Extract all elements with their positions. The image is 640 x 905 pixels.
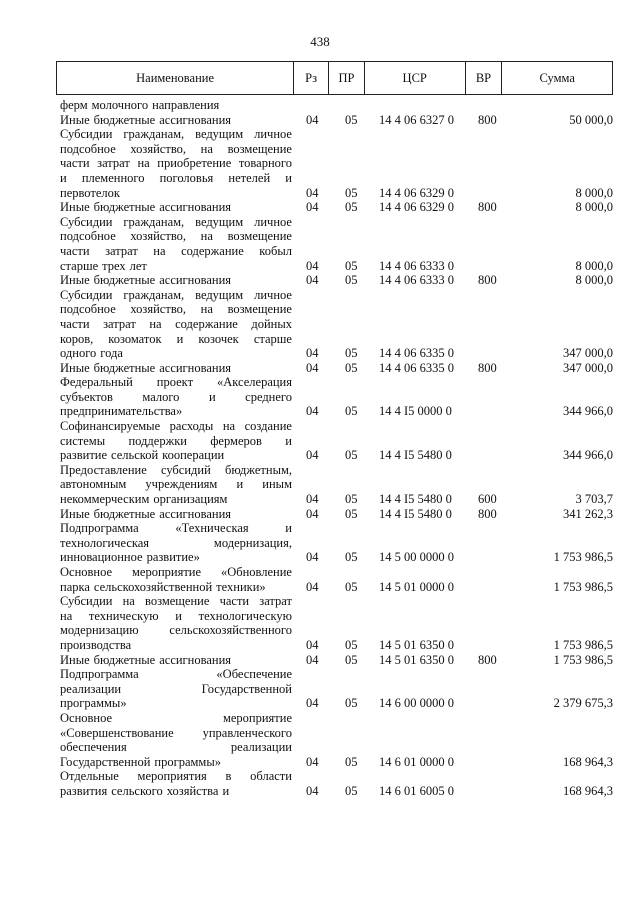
- cell-rz: 04: [306, 492, 319, 507]
- cell-rz: 04: [306, 754, 319, 769]
- cell-csr: 14 4 06 6327 0: [379, 112, 454, 127]
- cell-pr: 05: [345, 346, 358, 361]
- table-row: [60, 113, 613, 128]
- cell-csr: 14 4 06 6335 0: [379, 346, 454, 361]
- cell-csr: 14 5 01 6350 0: [379, 637, 454, 652]
- row-name-line: старше трех лет: [60, 258, 147, 273]
- table-row: [60, 565, 613, 594]
- cell-vr: 800: [478, 652, 497, 667]
- table-row: [60, 769, 613, 798]
- row-name-line: коров, козоматок и козочек старше: [60, 331, 292, 346]
- row-name-line: Софинансируемые расходы на создание: [60, 419, 292, 434]
- row-name-line: подсобное хозяйство, на возмещение: [60, 141, 292, 156]
- row-name-line: предпринимательства»: [60, 404, 183, 419]
- table-row: [60, 507, 613, 522]
- table-row: [60, 653, 613, 668]
- row-name-line: развития сельского хозяйства и: [60, 783, 230, 798]
- row-name-line: Иные бюджетные ассигнования: [60, 506, 232, 521]
- row-name-line: одного года: [60, 346, 123, 361]
- cell-rz: 04: [306, 360, 319, 375]
- table-row: [60, 463, 613, 507]
- row-name-line: системы поддержки фермеров и: [60, 433, 292, 448]
- table-row: [60, 215, 613, 273]
- cell-rz: 04: [306, 185, 319, 200]
- row-name-line: программы»: [60, 696, 127, 711]
- header-name: Наименование: [57, 62, 294, 94]
- row-name-line: первотелок: [60, 185, 120, 200]
- cell-sum: 168 964,3: [563, 754, 613, 769]
- cell-rz: 04: [306, 346, 319, 361]
- cell-vr: 600: [478, 492, 497, 507]
- cell-sum: 347 000,0: [563, 360, 613, 375]
- cell-csr: 14 6 01 0000 0: [379, 754, 454, 769]
- cell-pr: 05: [345, 637, 358, 652]
- row-name-line: части затрат на содержание кобыл: [60, 243, 292, 258]
- header-rz: Рз: [294, 62, 329, 94]
- cell-csr: 14 6 01 6005 0: [379, 783, 454, 798]
- cell-csr: 14 4 I5 5480 0: [379, 506, 452, 521]
- row-name-line: ферм молочного направления: [60, 98, 220, 112]
- cell-sum: 50 000,0: [569, 112, 613, 127]
- cell-csr: 14 4 06 6329 0: [379, 200, 454, 215]
- cell-pr: 05: [345, 360, 358, 375]
- cell-pr: 05: [345, 506, 358, 521]
- cell-sum: 1 753 986,5: [553, 637, 613, 652]
- cell-vr: 800: [478, 200, 497, 215]
- cell-csr: 14 4 06 6329 0: [379, 185, 454, 200]
- row-name-line: Иные бюджетные ассигнования: [60, 360, 232, 375]
- cell-csr: 14 4 06 6333 0: [379, 258, 454, 273]
- row-name-line: Субсидии гражданам, ведущим личное: [60, 287, 292, 302]
- cell-pr: 05: [345, 579, 358, 594]
- cell-sum: 344 966,0: [563, 448, 613, 463]
- row-name-line: развитие сельской кооперации: [60, 448, 225, 463]
- row-name-line: подсобное хозяйство, на возмещение: [60, 302, 292, 317]
- cell-rz: 04: [306, 637, 319, 652]
- row-name-line: Федеральный проект «Акселерация: [60, 375, 292, 390]
- cell-pr: 05: [345, 696, 358, 711]
- row-name-line: некоммерческим организациям: [60, 492, 228, 507]
- cell-sum: 8 000,0: [575, 273, 613, 288]
- cell-vr: 800: [478, 360, 497, 375]
- row-name-line: обеспечения реализации: [60, 740, 292, 755]
- table-row: [60, 288, 613, 361]
- row-name-line: Иные бюджетные ассигнования: [60, 200, 232, 215]
- cell-sum: 168 964,3: [563, 783, 613, 798]
- cell-pr: 05: [345, 652, 358, 667]
- table-row: [60, 375, 613, 419]
- header-pr: ПР: [329, 62, 365, 94]
- row-name-line: Подпрограмма «Техническая и: [60, 521, 292, 536]
- cell-rz: 04: [306, 550, 319, 565]
- table-row: [60, 273, 613, 288]
- cell-rz: 04: [306, 404, 319, 419]
- cell-sum: 3 703,7: [575, 492, 613, 507]
- table-body: [60, 98, 613, 799]
- cell-sum: 8 000,0: [575, 185, 613, 200]
- cell-sum: 8 000,0: [575, 258, 613, 273]
- cell-sum: 344 966,0: [563, 404, 613, 419]
- row-name-line: Отдельные мероприятия в области: [60, 769, 292, 784]
- cell-pr: 05: [345, 754, 358, 769]
- cell-pr: 05: [345, 258, 358, 273]
- cell-pr: 05: [345, 200, 358, 215]
- cell-csr: 14 4 I5 5480 0: [379, 448, 452, 463]
- cell-rz: 04: [306, 112, 319, 127]
- cell-csr: 14 4 06 6335 0: [379, 360, 454, 375]
- row-name-line: инновационное развитие»: [60, 550, 200, 565]
- header-vr: ВР: [466, 62, 503, 94]
- cell-csr: 14 4 I5 5480 0: [379, 492, 452, 507]
- cell-rz: 04: [306, 783, 319, 798]
- table-row: [60, 711, 613, 769]
- cell-pr: 05: [345, 783, 358, 798]
- cell-csr: 14 5 01 6350 0: [379, 652, 454, 667]
- cell-csr: 14 4 06 6333 0: [379, 273, 454, 288]
- cell-sum: 1 753 986,5: [553, 579, 613, 594]
- row-name-line: Субсидии гражданам, ведущим личное: [60, 127, 292, 142]
- cell-csr: 14 5 00 0000 0: [379, 550, 454, 565]
- cell-pr: 05: [345, 448, 358, 463]
- cell-rz: 04: [306, 200, 319, 215]
- table-row: [60, 521, 613, 565]
- cell-csr: 14 6 00 0000 0: [379, 696, 454, 711]
- cell-sum: 2 379 675,3: [553, 696, 613, 711]
- header-csr: ЦСР: [365, 62, 466, 94]
- cell-rz: 04: [306, 273, 319, 288]
- row-name-line: субъектов малого и среднего: [60, 389, 292, 404]
- row-name-line: Иные бюджетные ассигнования: [60, 652, 232, 667]
- cell-sum: 341 262,3: [563, 506, 613, 521]
- row-name-line: Подпрограмма «Обеспечение: [60, 667, 292, 682]
- cell-vr: 800: [478, 506, 497, 521]
- row-name-line: производства: [60, 637, 132, 652]
- row-name-line: автономным учреждениям и иным: [60, 477, 292, 492]
- cell-pr: 05: [345, 492, 358, 507]
- row-name-line: и племенного поголовья нетелей и: [60, 170, 292, 185]
- table-row: [60, 667, 613, 711]
- cell-sum: 347 000,0: [563, 346, 613, 361]
- row-name-line: Субсидии на возмещение части затрат: [60, 594, 292, 609]
- row-name-line: технологическая модернизация,: [60, 535, 292, 550]
- table-row: [60, 127, 613, 200]
- row-name-line: части затрат на содержание дойных: [60, 316, 292, 331]
- cell-sum: 8 000,0: [575, 200, 613, 215]
- cell-rz: 04: [306, 506, 319, 521]
- cell-pr: 05: [345, 273, 358, 288]
- row-name-line: на техническую и технологическую: [60, 608, 292, 623]
- row-name-line: Основное мероприятие: [60, 710, 292, 725]
- cell-sum: 1 753 986,5: [553, 550, 613, 565]
- page-number: 438: [310, 34, 330, 49]
- cell-pr: 05: [345, 550, 358, 565]
- row-name-line: «Совершенствование управленческого: [60, 725, 292, 740]
- row-name-line: Иные бюджетные ассигнования: [60, 273, 232, 288]
- cell-rz: 04: [306, 696, 319, 711]
- row-name-line: модернизацию сельскохозяйственного: [60, 623, 292, 638]
- table-row: [60, 200, 613, 215]
- row-name-line: Иные бюджетные ассигнования: [60, 112, 232, 127]
- row-name-line: Предоставление субсидий бюджетным,: [60, 462, 292, 477]
- cell-vr: 800: [478, 273, 497, 288]
- header-sum: Сумма: [539, 70, 575, 85]
- row-name-line: Государственной программы»: [60, 754, 221, 769]
- row-name-line: Основное мероприятие «Обновление: [60, 565, 292, 579]
- table-row: [60, 98, 613, 113]
- cell-csr: 14 4 I5 0000 0: [379, 404, 452, 419]
- cell-rz: 04: [306, 258, 319, 273]
- table-row: [60, 361, 613, 376]
- cell-sum: 1 753 986,5: [553, 652, 613, 667]
- cell-rz: 04: [306, 652, 319, 667]
- cell-vr: 800: [478, 112, 497, 127]
- row-name-line: Субсидии гражданам, ведущим личное: [60, 214, 292, 229]
- cell-pr: 05: [345, 112, 358, 127]
- cell-pr: 05: [345, 404, 358, 419]
- table-row: [60, 419, 613, 463]
- cell-csr: 14 5 01 0000 0: [379, 579, 454, 594]
- cell-rz: 04: [306, 579, 319, 594]
- row-name-line: подсобное хозяйство, на возмещение: [60, 229, 292, 244]
- table-header: [56, 61, 613, 95]
- cell-pr: 05: [345, 185, 358, 200]
- row-name-line: парка сельскохозяйственной техники»: [60, 579, 266, 594]
- row-name-line: реализации Государственной: [60, 681, 292, 696]
- table-row: [60, 594, 613, 652]
- row-name-line: части затрат на приобретение товарного: [60, 156, 292, 171]
- cell-rz: 04: [306, 448, 319, 463]
